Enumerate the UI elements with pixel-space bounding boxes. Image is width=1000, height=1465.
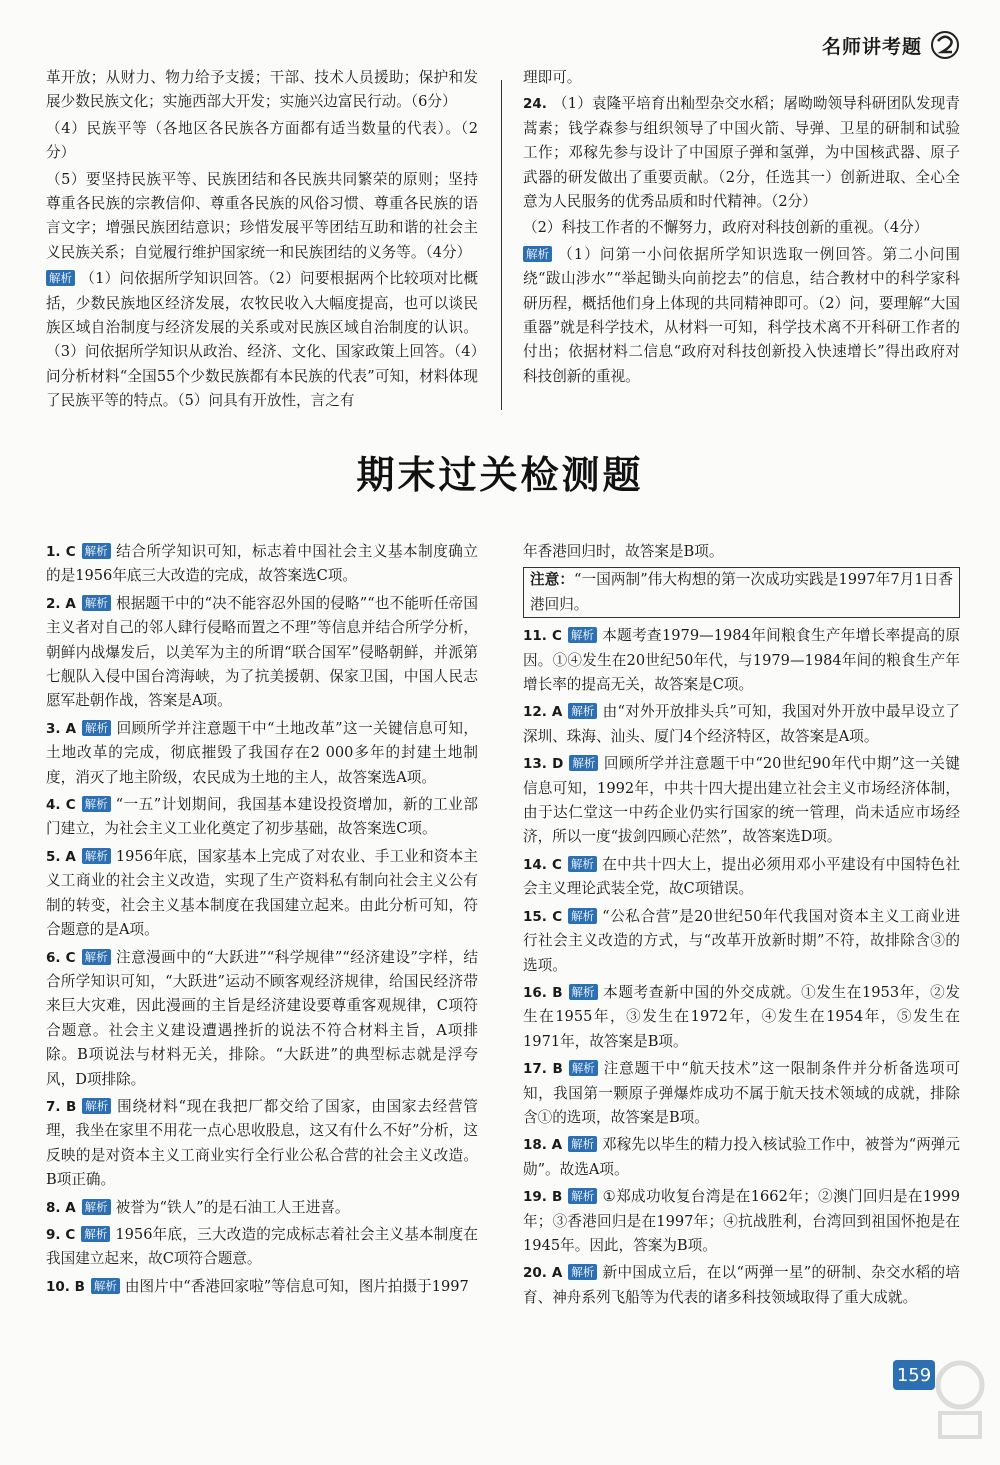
swirl-logo-icon (930, 30, 960, 60)
analysis-text: 根据题干中的“决不能容忍外国的侵略”“也不能听任帝国主义者对自己的邻人肆行侵略而置之不理”等信息并结合所学分析，朝鲜内战爆发后，以美军为主的所谓“联合国军”侵略朝鲜，并派第七舰队入侵中国台湾海峡，为了抗美援朝、保家卫国，中国人民志愿军赴朝作战，答案是A项。 (46, 594, 479, 710)
question-number: 11. C (523, 628, 562, 645)
answer-item (46, 793, 478, 842)
analysis-text: 在中共十四大上，提出必须用邓小平建设有中国特色社会主义理论武装全党，故C项错误。 (523, 855, 960, 898)
note-label: 注意： (530, 571, 575, 589)
left-answer-column (46, 540, 478, 1302)
analysis-text: 结合所学知识可知，标志着中国社会主义基本制度确立的是1956年底三大改造的完成，故答案选C项。 (46, 543, 478, 585)
analysis-text: 注意题干中“航天技术”这一限制条件并分析备选项可知，我国第一颗原子弹爆炸成功不属于航天技术领域的成就，排除含①的选项，故答案是B项。 (523, 1060, 960, 1126)
question-number: 7. B (46, 1098, 77, 1115)
analysis-tag: 解析 (82, 848, 111, 864)
question-24 (523, 92, 960, 214)
analysis-tag: 解析 (46, 270, 75, 286)
analysis-text: 被誉为“铁人”的是石油工人王进喜。 (115, 1198, 350, 1216)
answer-text: （1）袁隆平培育出籼型杂交水稻；屠呦呦领导科研团队发现青蒿素；钱学森参与组织领导了中国火箭、导弹、卫星的研制和试验工作；邓稼先参与设计了中国原子弹和氢弹，为中国核武器、原子武器的研发做出了重要贡献。（2分，任选其一）创新进取、全心全意为人民服务的优秀品质和时代精神。（2分） (523, 95, 960, 211)
paragraph: （5）要坚持民族平等、民族团结和各民族共同繁荣的原则；坚持尊重各民族的宗教信仰、尊重各民族的风俗习惯、尊重各民族的语言文字；增强民族团结意识；珍惜发展平等团结互助和谐的社会主义民族关系；自觉履行维护国家统一和民族团结的义务等。（4分） (46, 170, 478, 261)
analysis-text: 邓稼先以毕生的精力投入核试验工作中，被誉为“两弹元勋”。故选A项。 (523, 1136, 960, 1178)
analysis-text: 1956年底，三大改造的完成标志着社会主义基本制度在我国建立起来，故C项符合题意。 (46, 1225, 478, 1268)
analysis-tag: 解析 (568, 1136, 597, 1152)
analysis-text: 围绕材料“现在我把厂都交给了国家，由国家去经营管理，我坐在家里不用花一点心思收股息，这又有什么不好”分析，这反映的是对资本主义工商业实行全行业公私合营的社会主义改造。B项正确。 (46, 1097, 479, 1189)
answer-item (523, 624, 960, 697)
analysis-text: 由“对外开放排头兵”可知，我国对外开放中最早设立了深圳、珠海、汕头、厦门4个经济特区，故答案是A项。 (523, 703, 960, 745)
analysis-tag: 解析 (568, 627, 597, 643)
question-number: 8. A (46, 1199, 76, 1216)
analysis-text: 注意漫画中的“大跃进”“科学规律”“经济建设”字样，结合所学知识可知，“大跃进”运动不顾客观经济规律，给国民经济带来巨大灾难，因此漫画的主旨是经济建设要尊重客观规律，C项符合题意。社会主义建设遭遇挫折的说法不符合材料主旨，A项排除。B项说法与材料无关，排除。“大跃进”的典型标志就是浮夸风，D项排除。 (46, 948, 478, 1088)
question-number: 14. C (523, 856, 562, 873)
answer-item (46, 1223, 478, 1272)
paragraph: 革开放；从财力、物力给予支援；干部、技术人员援助；保护和发展少数民族文化；实施西部大开发；实施兴边富民行动。（6分） (46, 69, 478, 111)
analysis-tag: 解析 (81, 1226, 110, 1242)
analysis-text: 1956年底，国家基本上完成了对农业、手工业和资本主义工商业的社会主义改造，实现了生产资料私有制向社会主义公有制的转变，社会主义基本制度在我国建立起来。由此分析可知，符合题意的是A项。 (46, 847, 478, 939)
section-title: 期末过关检测题 (356, 453, 644, 497)
analysis-tag: 解析 (569, 984, 598, 1000)
column-divider (501, 80, 502, 410)
analysis-text: 本题考查1979—1984年间粮食生产年增长率提高的原因。①④发生在20世纪50年代，与1979—1984年间的粮食生产年增长率的提高无关，故答案是C项。 (523, 627, 960, 694)
analysis-tag: 解析 (569, 755, 598, 771)
top-left-column (46, 66, 478, 416)
analysis-text: “一五”计划期间，我国基本建设投资增加，新的工业部门建立，为社会主义工业化奠定了初步基础，故答案选C项。 (46, 796, 478, 838)
question-number: 5. A (46, 848, 76, 865)
paragraph: 年香港回归时，故答案是B项。 (523, 543, 724, 560)
analysis-tag: 解析 (82, 1199, 111, 1215)
answer-item (523, 700, 960, 749)
question-number: 4. C (46, 797, 76, 814)
right-answer-list (523, 624, 960, 1310)
analysis-tag: 解析 (568, 1188, 597, 1204)
question-number: 15. C (523, 908, 563, 925)
note-text: “一国两制”伟大构想的第一次成功实践是1997年7月1日香港回归。 (530, 571, 953, 613)
question-number: 10. B (46, 1278, 85, 1295)
analysis-paragraph (46, 267, 478, 413)
paragraph: 理即可。 (523, 69, 582, 86)
page-header (822, 30, 960, 60)
analysis-text: （1）问依据所学知识回答。（2）问要根据两个比较项对比概括，少数民族地区经济发展，农牧民收入大幅度提高，也可以谈民族区域自治制度与经济发展的关系或对民族区域自治制度的认识。（3）问依据所学知识从政治、经济、文化、国家政策上回答。（4）问分析材料“全国55个少数民族都有本民族的代表”可知，材料体现了民族平等的特点。（5）问具有开放性，言之有 (46, 270, 478, 410)
analysis-text: 回顾所学并注意题干中“20世纪90年代中期”这一关键信息可知，1992年，中共十四大提出建立社会主义市场经济体制，由于达仁堂这一中药企业仍实行国家的统一管理，尚未适应市场经济，所以一度“拔剑四顾心茫然”，故答案选D项。 (523, 755, 960, 846)
question-number: 13. D (523, 756, 564, 773)
analysis-tag: 解析 (82, 595, 111, 611)
analysis-tag: 解析 (568, 856, 597, 872)
paragraph: （2）科技工作者的不懈努力，政府对科技创新的重视。（4分） (523, 219, 929, 237)
analysis-tag: 解析 (568, 1264, 597, 1280)
question-number: 19. B (523, 1189, 563, 1206)
analysis-text: 本题考查新中国的外交成就。①发生在1953年，②发生在1955年，③发生在1972年，④发生在1954年，⑤发生在1971年，故答案是B项。 (523, 983, 960, 1050)
answer-item (523, 1261, 960, 1310)
analysis-tag: 解析 (568, 703, 597, 719)
analysis-tag: 解析 (91, 1278, 120, 1294)
answer-item (46, 592, 478, 714)
answer-item (46, 717, 478, 790)
question-number: 18. A (523, 1137, 563, 1154)
analysis-text: 回顾所学并注意题干中“土地改革”这一关键信息可知，土地改革的完成，彻底摧毁了我国存在2 000多年的封建土地制度，消灭了地主阶级，农民成为土地的主人，故答案选A项。 (46, 719, 478, 786)
answer-item (523, 1133, 960, 1182)
question-number: 17. B (523, 1061, 563, 1078)
analysis-paragraph (523, 243, 960, 389)
question-number: 6. C (46, 949, 76, 966)
question-number: 24. (523, 96, 547, 113)
analysis-tag: 解析 (523, 246, 552, 262)
answer-item (46, 946, 478, 1092)
answer-item (523, 905, 960, 978)
question-number: 12. A (523, 704, 563, 721)
note-box (523, 567, 960, 618)
analysis-text: 由图片中“香港回家啦”等信息可知，图片拍摄于1997 (124, 1277, 469, 1295)
answer-item (46, 1095, 478, 1193)
question-number: 9. C (46, 1226, 76, 1243)
answer-item (46, 845, 478, 943)
page-number: 159 (893, 1360, 935, 1390)
analysis-tag: 解析 (82, 949, 111, 965)
analysis-tag: 解析 (82, 1098, 111, 1114)
question-number: 1. C (46, 544, 76, 560)
analysis-tag: 解析 (568, 908, 597, 924)
question-number: 2. A (46, 595, 76, 612)
answer-item (523, 981, 960, 1054)
top-right-column (523, 66, 960, 391)
answer-item (46, 1196, 478, 1220)
answer-item (523, 1057, 960, 1130)
paragraph: （4）民族平等（各地区各民族各方面都有适当数量的代表）。（2分） (46, 119, 478, 162)
analysis-text: （1）问第一小问依据所学知识选取一例回答。第二小问围绕“跋山涉水”“举起锄头向前挖去”的信息，结合教材中的科学家科研历程，概括他们身上体现的共同精神即可。（2）问，要理解“大国重器”就是科学技术，从材料一可知，科学技术离不开科研工作者的付出；依据材料二信息“政府对科技创新投入快速增长”得出政府对科技创新的重视。 (523, 245, 960, 385)
analysis-tag: 解析 (82, 543, 111, 559)
answer-item (46, 540, 478, 589)
analysis-tag: 解析 (569, 1060, 598, 1076)
analysis-text: “公私合营”是20世纪50年代我国对资本主义工商业进行社会主义改造的方式，与“改革开放新时期”不符，故排除含③的选项。 (523, 907, 960, 974)
analysis-text: ①郑成功收复台湾是在1662年；②澳门回归是在1999年；③香港回归是在1997年；④抗战胜利，台湾回到祖国怀抱是在1945年。因此，答案为B项。 (523, 1188, 960, 1254)
answer-item (523, 752, 960, 850)
question-number: 20. A (523, 1265, 563, 1282)
analysis-text: 新中国成立后，在以“两弹一星”的研制、杂交水稻的培育、神舟系列飞船等为代表的诸多科技领域取得了重大成就。 (523, 1264, 960, 1306)
header-title: 名师讲考题 (821, 35, 922, 58)
answer-item (46, 1275, 478, 1299)
top-answers-block (46, 66, 960, 410)
watermark-icon (930, 1355, 990, 1445)
question-number: 3. A (46, 720, 77, 737)
answer-item (523, 853, 960, 902)
answer-item (523, 1185, 960, 1258)
right-answer-column (523, 540, 960, 1313)
analysis-tag: 解析 (82, 720, 111, 736)
question-number: 16. B (523, 984, 563, 1001)
analysis-tag: 解析 (82, 796, 111, 812)
